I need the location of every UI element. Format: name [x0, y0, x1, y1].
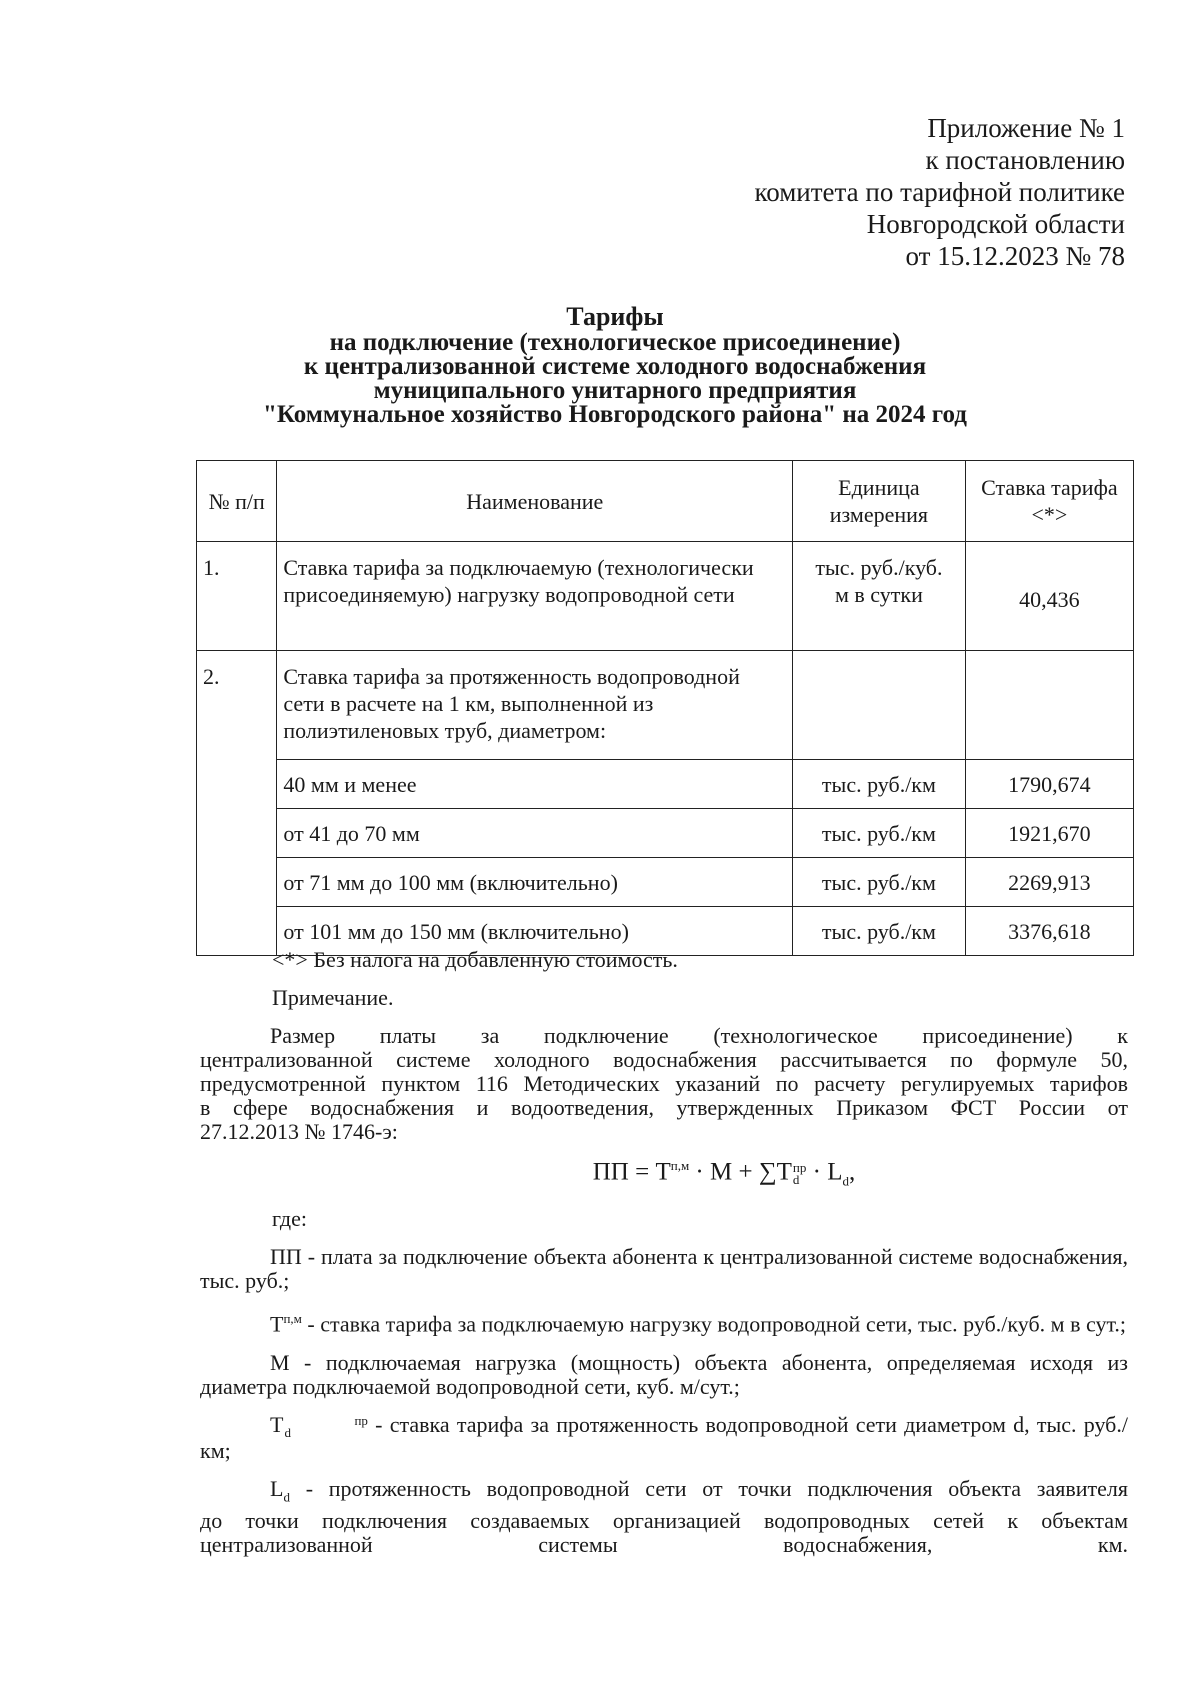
note-paragraph-line: 27.12.2013 № 1746-э: [200, 1119, 398, 1144]
appendix-line: Приложение № 1 [927, 113, 1125, 143]
definition-ld [200, 1477, 1128, 1509]
definition-pp: ПП - плата за подключение объекта абонента к централизованной системе водоснабжения, тыс. руб.; [200, 1244, 1128, 1294]
note-title: Примечание. [272, 985, 394, 1010]
row-unit [793, 542, 966, 651]
title-line: "Коммунальное хозяйство Новгородского района" на 2024 год [263, 401, 967, 428]
symbol: Т [270, 1311, 284, 1337]
appendix-line: комитета по тарифной политике [754, 177, 1125, 207]
appendix-line: Новгородской области [866, 209, 1125, 239]
row-rate-empty [965, 651, 1133, 760]
subrow-name: от 41 до 70 мм [277, 809, 793, 858]
subrow-unit: тыс. руб./км [793, 809, 966, 858]
subrow-rate: 2269,913 [965, 858, 1133, 907]
header-name: Наименование [277, 461, 793, 542]
subrow-name: от 101 мм до 150 мм (включительно) [277, 907, 793, 956]
row-num: 2. [197, 651, 277, 956]
title-line: к централизованной системе холодного водоснабжения [303, 353, 927, 380]
formula [320, 1154, 1128, 1193]
header-rate [965, 461, 1133, 542]
row-unit-empty [793, 651, 966, 760]
subrow-rate: 3376,618 [965, 907, 1133, 956]
row-name: Ставка тарифа за протяженность водопроводной сети в расчете на 1 км, выполненной из полиэтиленовых труб, диаметром: [277, 651, 793, 760]
header-unit-line: измерения [829, 502, 929, 527]
formula-sub: d [792, 1171, 800, 1187]
appendix-line: от 15.12.2023 № 78 [905, 241, 1125, 271]
header-unit-line: Единица [838, 475, 920, 500]
note-paragraph-line: Размер платы за подключение (технологическое присоединение) к [270, 1023, 1128, 1048]
formula-part: · M + ∑Т [689, 1158, 792, 1186]
row-unit-line: тыс. руб./куб. [815, 555, 943, 580]
subrow-unit: тыс. руб./км [793, 760, 966, 809]
symbol: Т [270, 1411, 284, 1437]
symbol: L [270, 1475, 284, 1501]
definition-m: M - подключаемая нагрузка (мощность) объекта абонента, определяемая исходя из диаметра подключаемой водопроводной сети, куб. м/сут.; [200, 1349, 1128, 1399]
where-label: где: [272, 1206, 307, 1232]
symbol-sub: d [283, 1489, 290, 1504]
definition-text: - протяженность водопроводной сети от точки подключения объекта заявителя [289, 1475, 1128, 1501]
subrow-rate: 1921,670 [965, 809, 1133, 858]
symbol-sup: пр [354, 1412, 368, 1428]
title-line: Тарифы [566, 302, 664, 331]
tariff-table [196, 460, 1134, 956]
definition-text: - ставка тарифа за протяженность водопроводной сети диаметром d, тыс. руб./км; [200, 1411, 1128, 1463]
formula-sup: п,м [670, 1158, 690, 1173]
definition-ld-line: до точки подключения создаваемых организацией водопроводных сетей к объектам [200, 1508, 1128, 1533]
formula-part: , [849, 1158, 856, 1186]
symbol-sup: п,м [283, 1311, 302, 1327]
header-rate-line: <*> [1031, 502, 1068, 527]
table-subrow [197, 809, 1134, 858]
notes-section [200, 948, 1128, 1557]
row-unit-line: м в сутки [834, 582, 923, 607]
header-unit [793, 461, 966, 542]
title-line: муниципального унитарного предприятия [373, 377, 857, 404]
formula-index [792, 1159, 807, 1187]
row-name: Ставка тарифа за подключаемую (технологически присоединяемую) нагрузку водопроводной сети [277, 542, 793, 651]
header-rate-line: Ставка тарифа [981, 475, 1118, 500]
formula-part: · L [806, 1158, 843, 1186]
subrow-unit: тыс. руб./км [793, 858, 966, 907]
symbol-index [284, 1412, 368, 1440]
formula-sub: d [842, 1173, 849, 1189]
definition-text: - ставка тарифа за подключаемую нагрузку водопроводной сети, тыс. руб./куб. м в сут.; [301, 1311, 1127, 1337]
footnote: <*> Без налога на добавленную стоимость. [272, 947, 678, 972]
subrow-unit: тыс. руб./км [793, 907, 966, 956]
symbol-sub: d [284, 1424, 291, 1440]
subrow-name: 40 мм и менее [277, 760, 793, 809]
table-header-row [197, 461, 1134, 542]
note-paragraph-line: централизованной системе холодного водоснабжения рассчитывается по формуле 50, [200, 1047, 1128, 1072]
note-paragraph-line: предусмотренной пунктом 116 Методических указаний по расчету регулируемых тарифов [200, 1071, 1128, 1096]
table-subrow [197, 858, 1134, 907]
note-paragraph-line: в сфере водоснабжения и водоотведения, утвержденных Приказом ФСТ России от [200, 1095, 1128, 1120]
appendix-header [754, 112, 1125, 272]
row-rate: 40,436 [965, 542, 1133, 651]
title-line: на подключение (технологическое присоединение) [329, 329, 901, 356]
definition-t [200, 1307, 1128, 1336]
document-title [200, 302, 1030, 428]
header-num: № п/п [197, 461, 277, 542]
appendix-line: к постановлению [925, 145, 1125, 175]
table-row [197, 542, 1134, 651]
subrow-name: от 71 мм до 100 мм (включительно) [277, 858, 793, 907]
row-num: 1. [197, 542, 277, 651]
table-subrow [197, 760, 1134, 809]
formula-part: ПП = Т [592, 1158, 671, 1186]
subrow-rate: 1790,674 [965, 760, 1133, 809]
formula-sup: пр [792, 1159, 807, 1175]
definition-td [200, 1413, 1128, 1463]
definition-ld-line: централизованной системы водоснабжения, км. [200, 1532, 1128, 1557]
table-row [197, 651, 1134, 760]
